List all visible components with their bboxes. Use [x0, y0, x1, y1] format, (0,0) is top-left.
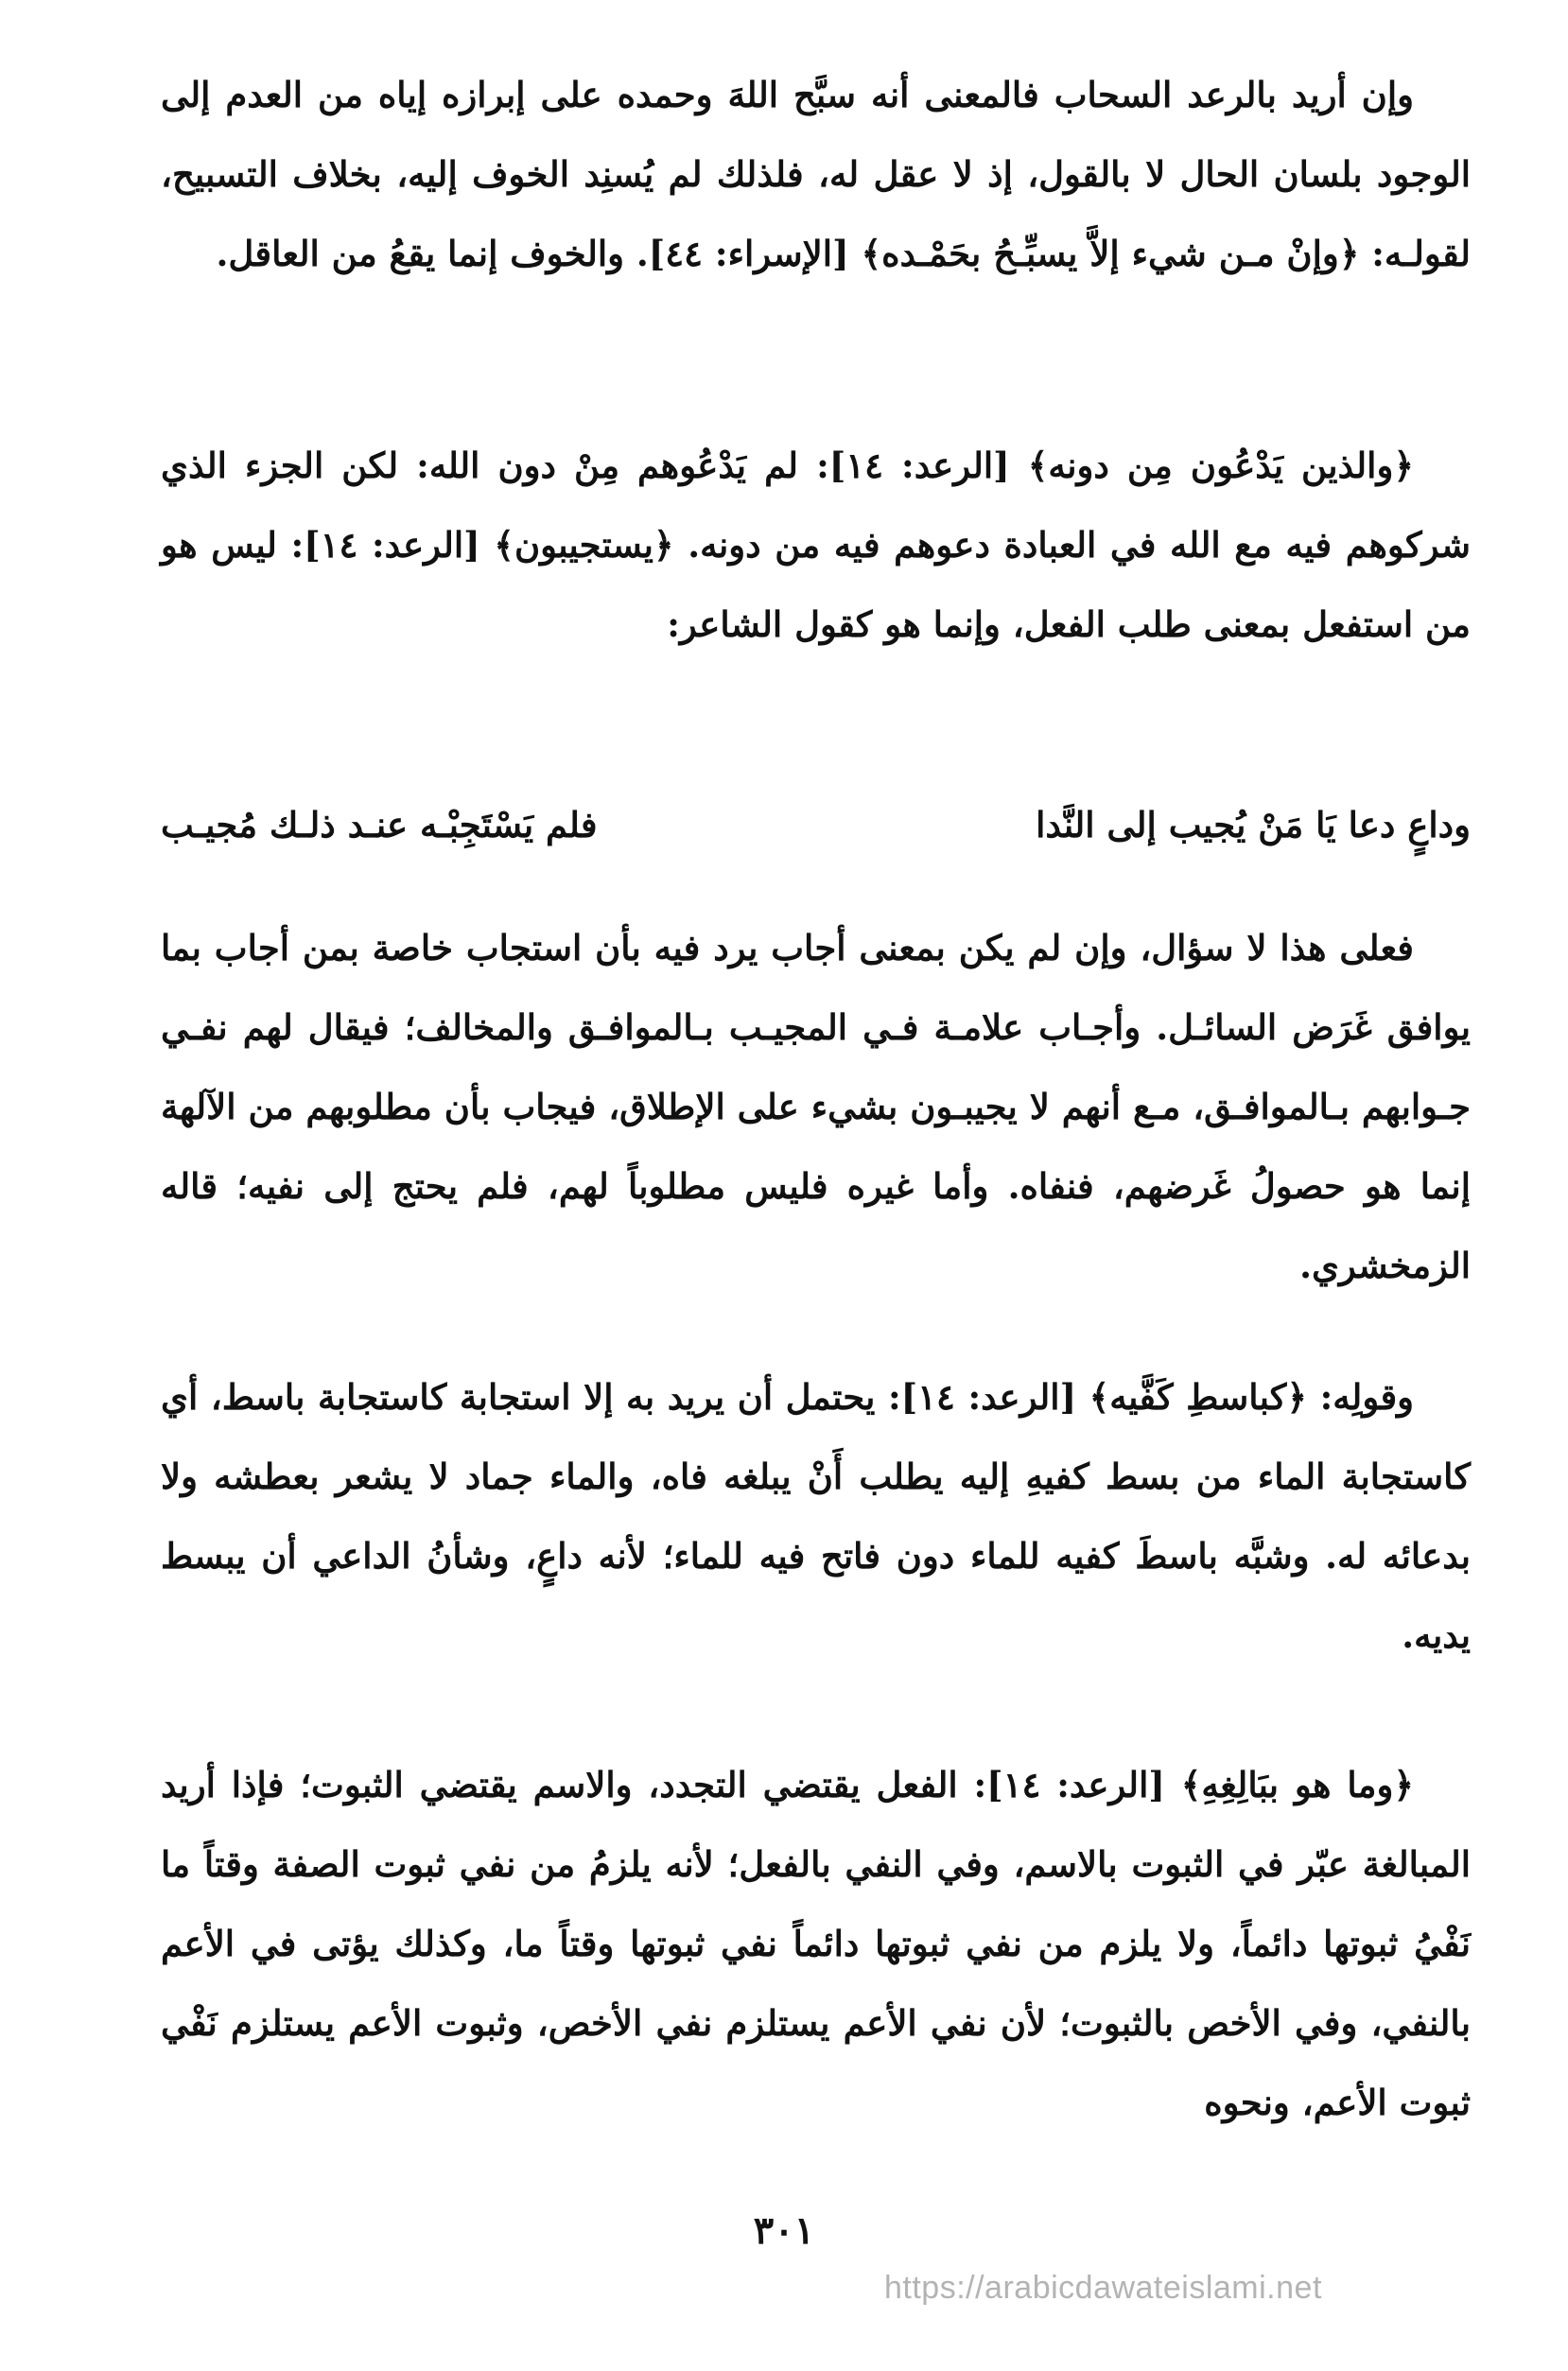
paragraph [161, 426, 1471, 664]
verse-first-hemistich: وداعٍ دعا يَا مَنْ يُجيب إلى النَّدا [1036, 804, 1471, 846]
paragraph-text: فعلى هذا لا سؤال، وإن لم يكن بمعنى أجاب يرد فيه بأن استجاب خاصة بمن أجاب بما يوافق غَرَض السائـل. وأجـاب علامـة فـي المجيـب بـالموافـق والمخالف؛ فيقال لهم نفـي جـوابهم بـالموافـق، مـع أنهم لا يجيبـون بشيء على الإطلاق، فيجاب بأن مطلوبهم من الآلهة إنما هو حصولُ غَرضهم، فنفاه. وأما غيره فليس مطلوباً لهم، فلم يحتج إلى نفيه؛ قاله الزمخشري. [161, 927, 1471, 1286]
poetry-verse [161, 785, 1471, 864]
verse-second-hemistich: فلم يَسْتَجِبْـه عنـد ذلـك مُجيـب [161, 804, 598, 846]
paragraph [161, 55, 1471, 293]
paragraph [161, 1357, 1471, 1675]
paragraph [161, 908, 1471, 1305]
watermark-url: https://arabicdawateislami.net [884, 2270, 1322, 2306]
paragraph [161, 1745, 1471, 2142]
paragraph-text: ﴿وما هو ببَالِغِهِ﴾ [الرعد: ١٤]: الفعل يقتضي التجدد، والاسم يقتضي الثبوت؛ فإذا أريد المبالغة عبّر في الثبوت بالاسم، وفي النفي بالفعل؛ لأنه يلزمُ من نفي ثبوت الصفة وقتاً ما نَفْيُ ثبوتها دائماً، ولا يلزم من نفي ثبوتها دائماً نفي ثبوتها وقتاً ما، وكذلك يؤتى في الأعم بالنفي، وفي الأخص بالثبوت؛ لأن نفي الأعم يستلزم نفي الأخص، وثبوت الأعم يستلزم نَفْي ثبوت الأعم، ونحوه [161, 1764, 1471, 2123]
paragraph-text: وقولِه: ﴿كباسطِ كَفَّيه﴾ [الرعد: ١٤]: يحتمل أن يريد به إلا استجابة كاستجابة باسط، أي كاستجابة الماء من بسط كفيهِ إليه يطلب أَنْ يبلغه فاه، والماء جماد لا يشعر بعطشه ولا بدعائه له. وشبَّه باسطَ كفيه للماء دون فاتح فيه للماء؛ لأنه داعٍ، وشأنُ الداعي أن يبسط يديه. [161, 1376, 1471, 1656]
paragraph-text: ﴿والذين يَدْعُون مِن دونه﴾ [الرعد: ١٤]: لم يَدْعُوهم مِنْ دون الله: لكن الجزء الذي شركوهم فيه مع الله في العبادة دعوهم فيه من دونه. ﴿يستجيبون﴾ [الرعد: ١٤]: ليس هو من استفعل بمعنى طلب الفعل، وإنما هو كقول الشاعر: [161, 445, 1471, 645]
paragraph-text: وإن أريد بالرعد السحاب فالمعنى أنه سبَّح اللهَ وحمده على إبرازه إياه من العدم إلى الوجود بلسان الحال لا بالقول، إذ لا عقل له، فلذلك لم يُسنِد الخوف إليه، بخلاف التسبيح، لقولـه: ﴿وإنْ مـن شيء إلاَّ يسبِّـحُ بحَمْـده﴾ [الإسراء: ٤٤]. والخوف إنما يقعُ من العاقل. [161, 74, 1471, 274]
page-number: ٣٠١ [753, 2208, 815, 2253]
